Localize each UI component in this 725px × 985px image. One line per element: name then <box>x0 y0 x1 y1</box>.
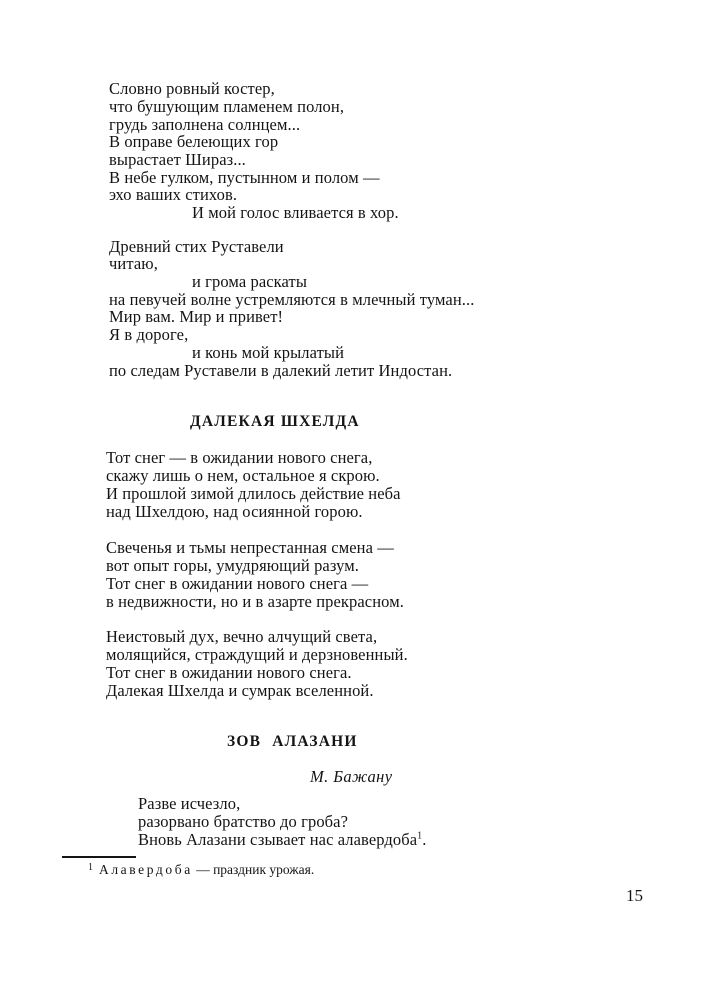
poem-line: И прошлой зимой длилось действие неба <box>106 484 401 503</box>
poem-line-text: Вновь Алазани сзывает нас алавердоба <box>138 830 418 849</box>
poem-line: по следам Руставели в далекий летит Индостан. <box>109 361 453 380</box>
poem-line: Тот снег в ожидании нового снега — <box>106 574 369 593</box>
poem-line: что бушующим пламенем полон, <box>109 97 345 116</box>
poem-line: И мой голос вливается в хор. <box>192 203 399 222</box>
poem-title: ЗОВ АЛАЗАНИ <box>227 733 358 750</box>
poem-line: Словно ровный костер, <box>109 79 275 98</box>
poem-line-punctuation: . <box>422 830 427 849</box>
poem-line: разорвано братство до гроба? <box>138 812 349 831</box>
poem-line: вырастает Шираз... <box>109 150 246 169</box>
poem-line: в недвижности, но и в азарте прекрасном. <box>106 592 404 611</box>
poem-line: Тот снег в ожидании нового снега. <box>106 663 352 682</box>
page-number: 15 <box>626 886 643 905</box>
poem-title: ДАЛЕКАЯ ШХЕЛДА <box>190 413 360 430</box>
poem-line: над Шхелдою, над осиянной горою. <box>106 502 363 521</box>
poem-line: Древний стих Руставели <box>109 237 284 256</box>
poem-line: на певучей волне устремляются в млечный туман... <box>109 290 475 309</box>
poem-line: скажу лишь о нем, остальное я скрою. <box>106 466 380 485</box>
footnote-definition: — праздник урожая. <box>192 862 315 877</box>
poem-line: Разве исчезло, <box>138 794 241 813</box>
poem-line <box>138 831 427 849</box>
poem-line: Свеченья и тьмы непрестанная смена — <box>106 538 394 557</box>
footnote <box>88 862 314 878</box>
footnote-reference[interactable]: 1 <box>417 830 423 842</box>
poem-line: вот опыт горы, умудряющий разум. <box>106 556 360 575</box>
poem-line: Мир вам. Мир и привет! <box>109 307 284 326</box>
poem-line: и грома раскаты <box>192 272 308 291</box>
poem-line: Тот снег — в ожидании нового снега, <box>106 448 373 467</box>
poem-dedication: М. Бажану <box>310 767 393 786</box>
poem-line: грудь заполнена солнцем... <box>109 115 301 134</box>
poem-line: Далекая Шхелда и сумрак вселенной. <box>106 681 374 700</box>
poem-line: и конь мой крылатый <box>192 343 345 362</box>
poem-line: В оправе белеющих гор <box>109 132 279 151</box>
footnote-divider <box>62 856 136 858</box>
footnote-marker: 1 <box>88 862 93 873</box>
poem-line: эхо ваших стихов. <box>109 185 238 204</box>
poem-line: Я в дороге, <box>109 325 189 344</box>
footnote-term: Алавердоба <box>99 862 193 877</box>
poem-line: В небе гулком, пустынном и полом — <box>109 168 380 187</box>
poem-line: Неистовый дух, вечно алчущий света, <box>106 627 378 646</box>
poem-line: молящийся, страждущий и дерзновенный. <box>106 645 408 664</box>
poem-line: читаю, <box>109 254 158 273</box>
